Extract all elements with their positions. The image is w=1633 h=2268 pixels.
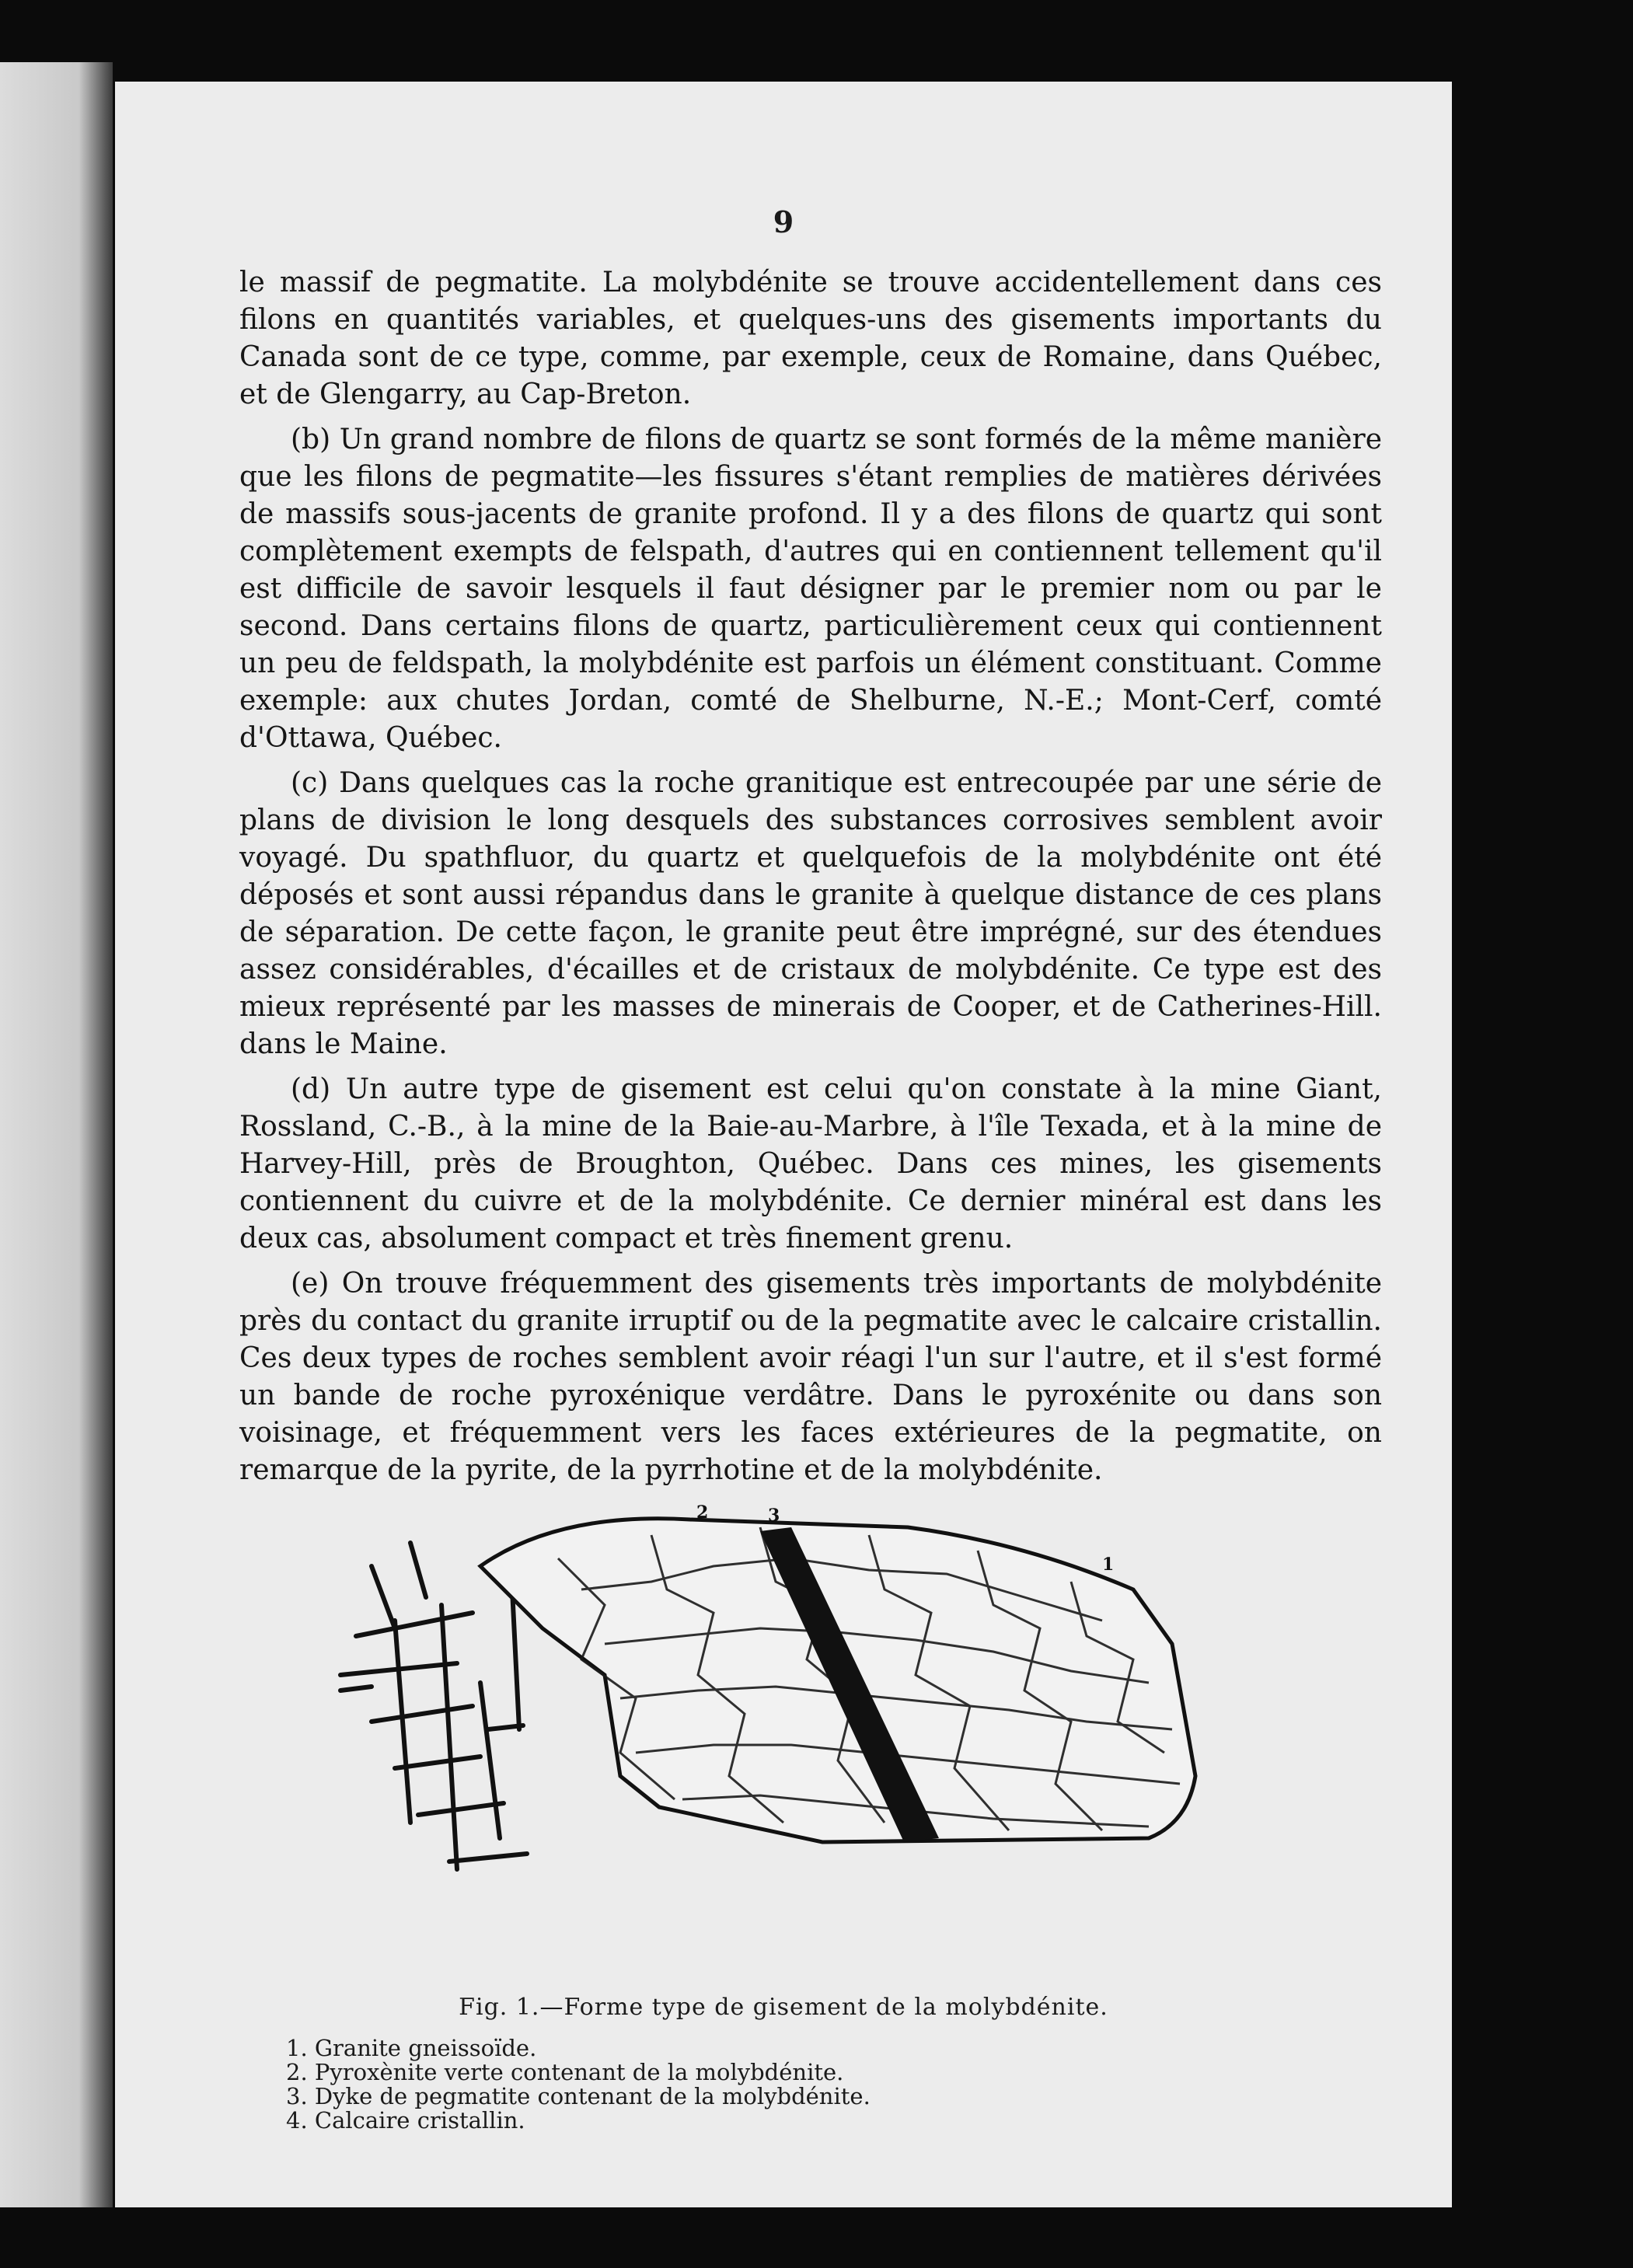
figure-marker-3: 3: [768, 1506, 780, 1526]
legend-item: 1. Granite gneissoïde.: [286, 2035, 537, 2061]
paragraph-c: (c) Dans quelques cas la roche granitique est entrecoupée par une série de plans de division le long desquels des substances corrosives semblent avoir voyagé. Du spathfluor, du quartz et quelquefois de la molybdénite ont été déposés et sont aussi répandus dans le granite à quelque distance de ces plans de séparation. De cette façon, le granite peut être imprégné, sur des étendues assez considérables, d'écailles et de cristaux de molybdénite. Ce type est des mieux représenté par les masses de minerais de Cooper, et de Catherines-Hill. dans le Maine.: [239, 767, 1382, 1060]
figure-marker-2: 2: [696, 1502, 709, 1523]
body-text: [239, 264, 1382, 1497]
legend-item: 3. Dyke de pegmatite contenant de la molybdénite.: [286, 2083, 871, 2109]
figure-marker-1: 1: [1102, 1554, 1115, 1575]
limestone-block: [340, 1543, 527, 1869]
paragraph-b: (b) Un grand nombre de filons de quartz se sont formés de la même manière que les filons de pegmatite—les fissures s'étant remplies de matières dérivées de massifs sous-jacents de granite profond. Il y a des filons de quartz qui sont complètement exempts de felspath, d'autres qui en contiennent tellement qu'il est difficile de savoir lesquels il faut désigner par le premier nom ou par le second. Dans certains filons de quartz, particulièrement ceux qui contiennent un peu de feldspath, la molybdénite est parfois un élément constituant. Comme exemple: aux chutes Jordan, comté de Shelburne, N.-E.; Mont-Cerf, comté d'Ottawa, Québec.: [239, 424, 1382, 754]
figure-caption: Fig. 1.—Forme type de gisement de la molybdénite.: [459, 1994, 1108, 2021]
paragraph-d: (d) Un autre type de gisement est celui qu'on constate à la mine Giant, Rossland, C.-B., à la mine de la Baie-au-Marbre, à l'île Texada, et à la mine de Harvey-Hill, près de Broughton, Québec. Dans ces mines, les gisements contiennent du cuivre et de la molybdénite. Ce dernier minéral est dans les deux cas, absolument compact et très finement grenu.: [239, 1073, 1382, 1254]
page-number: 9: [773, 204, 794, 239]
paragraph-continued: le massif de pegmatite. La molybdénite se trouve accidentellement dans ces filons en quantités variables, et quelques-uns des gisements importants du Canada sont de ce type, comme, par exemple, ceux de Romaine, dans Québec, et de Glengarry, au Cap-Breton.: [239, 267, 1382, 410]
paragraph-e: (e) On trouve fréquemment des gisements très importants de molybdénite près du contact du granite irruptif ou de la pegmatite avec le calcaire cristallin. Ces deux types de roches semblent avoir réagi l'un sur l'autre, et il s'est formé un bande de roche pyroxénique verdâtre. Dans le pyroxénite ou dans son voisinage, et fréquemment vers les faces extérieures de la pegmatite, on remarque de la pyrite, de la pyrrhotine et de la molybdénite.: [239, 1268, 1382, 1486]
figure-legend: [286, 2036, 871, 2133]
document-page: [115, 82, 1452, 2207]
legend-item: 2. Pyroxènite verte contenant de la molybdénite.: [286, 2059, 844, 2085]
geological-figure: [325, 1496, 1296, 1931]
legend-item: 4. Calcaire cristallin.: [286, 2107, 525, 2134]
scan-left-margin: [0, 62, 113, 2207]
